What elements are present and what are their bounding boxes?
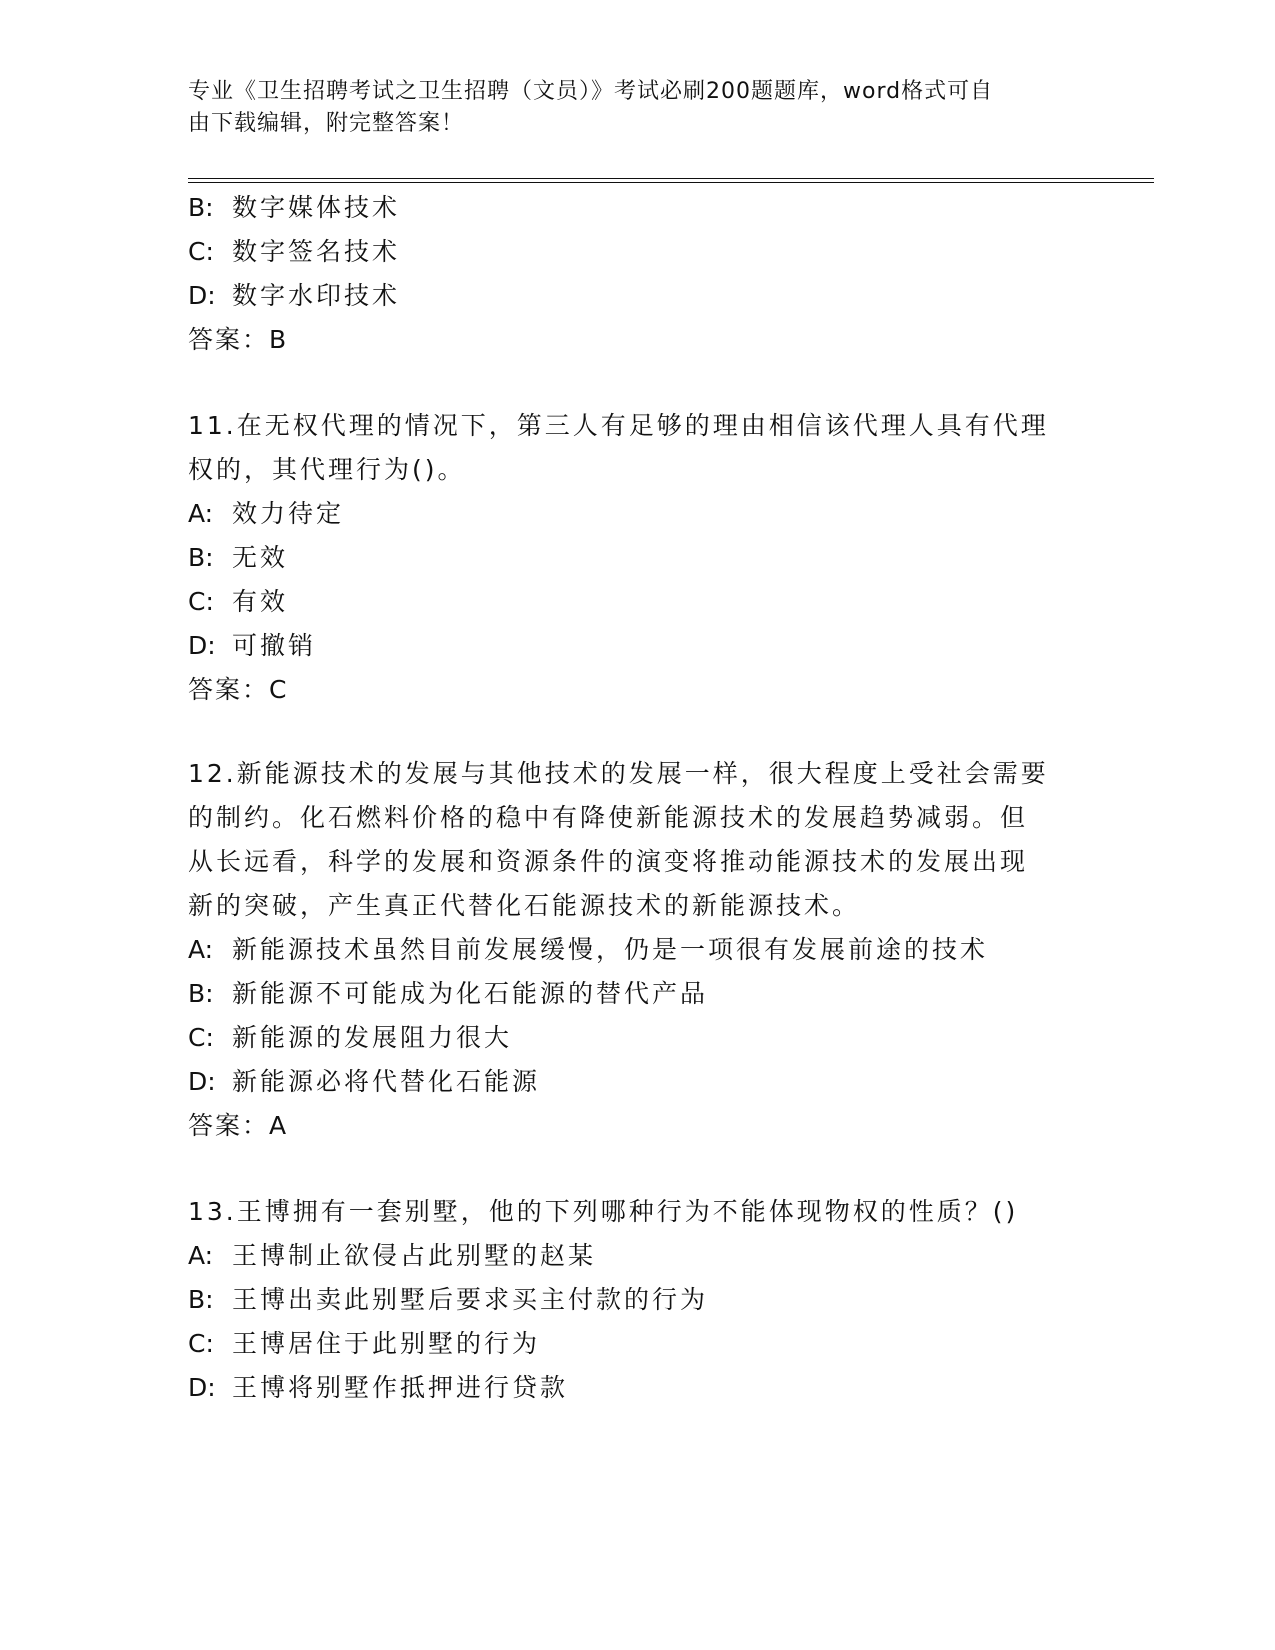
q13-option-c <box>188 1328 540 1360</box>
option-key: D: <box>188 1067 216 1096</box>
option-text: 数字媒体技术 <box>232 193 401 222</box>
q11-option-c <box>188 586 288 618</box>
option-text: 新能源的发展阻力很大 <box>232 1023 513 1052</box>
option-text: 王博制止欲侵占此别墅的赵某 <box>232 1241 597 1270</box>
option-key: A: <box>188 499 214 528</box>
q12-option-c <box>188 1022 512 1054</box>
q13-stem-line-1: 13.王博拥有一套别墅，他的下列哪种行为不能体现物权的性质？() <box>188 1197 1019 1226</box>
option-key: D: <box>188 631 216 660</box>
option-text: 新能源技术虽然目前发展缓慢，仍是一项很有发展前途的技术 <box>232 935 989 964</box>
document-header <box>188 76 1068 140</box>
option-text: 无效 <box>232 543 289 572</box>
option-text: 数字签名技术 <box>232 237 401 266</box>
q11-option-d <box>188 630 316 662</box>
q11-option-b <box>188 542 288 574</box>
q10-option-b <box>188 192 400 224</box>
option-text: 新能源不可能成为化石能源的替代产品 <box>232 979 709 1008</box>
option-key: B: <box>188 979 214 1008</box>
option-text: 效力待定 <box>232 499 345 528</box>
option-text: 有效 <box>232 587 289 616</box>
option-text: 王博出卖此别墅后要求买主付款的行为 <box>232 1285 709 1314</box>
q10-answer: 答案：B <box>188 325 289 354</box>
option-text: 可撤销 <box>232 631 317 660</box>
option-text: 数字水印技术 <box>232 281 401 310</box>
option-key: A: <box>188 1241 214 1270</box>
option-key: B: <box>188 543 214 572</box>
q12-stem-line-2: 的制约。化石燃料价格的稳中有降使新能源技术的发展趋势减弱。但 <box>188 803 1029 832</box>
q11-option-a <box>188 498 344 530</box>
header-line-2: 由下载编辑，附完整答案！ <box>188 111 465 136</box>
header-line-1: 专业《卫生招聘考试之卫生招聘（文员）》考试必刷200题题库，word格式可自 <box>188 79 994 104</box>
option-key: B: <box>188 193 214 222</box>
q10-option-c <box>188 236 400 268</box>
q11-stem-line-2: 权的，其代理行为()。 <box>188 455 466 484</box>
option-key: D: <box>188 1373 216 1402</box>
q13-option-a <box>188 1240 596 1272</box>
option-key: C: <box>188 1329 214 1358</box>
header-divider-top <box>188 178 1154 179</box>
q12-stem-line-4: 新的突破，产生真正代替化石能源技术的新能源技术。 <box>188 891 861 920</box>
q11-answer: 答案：C <box>188 675 289 704</box>
option-key: C: <box>188 1023 214 1052</box>
q13-option-d <box>188 1372 568 1404</box>
q11-stem-line-1: 11.在无权代理的情况下，第三人有足够的理由相信该代理人具有代理 <box>188 411 1049 440</box>
option-text: 王博居住于此别墅的行为 <box>232 1329 541 1358</box>
header-divider-bottom <box>188 182 1154 183</box>
q10-option-d <box>188 280 400 312</box>
q12-option-a <box>188 934 988 966</box>
q12-stem-line-1: 12.新能源技术的发展与其他技术的发展一样，很大程度上受社会需要 <box>188 759 1049 788</box>
option-key: D: <box>188 281 216 310</box>
q12-answer: 答案：A <box>188 1111 289 1140</box>
option-text: 王博将别墅作抵押进行贷款 <box>232 1373 569 1402</box>
option-text: 新能源必将代替化石能源 <box>232 1067 541 1096</box>
q12-option-d <box>188 1066 540 1098</box>
option-key: C: <box>188 237 214 266</box>
q12-stem-line-3: 从长远看，科学的发展和资源条件的演变将推动能源技术的发展出现 <box>188 847 1029 876</box>
q12-option-b <box>188 978 708 1010</box>
q13-option-b <box>188 1284 708 1316</box>
option-key: A: <box>188 935 214 964</box>
option-key: C: <box>188 587 214 616</box>
option-key: B: <box>188 1285 214 1314</box>
